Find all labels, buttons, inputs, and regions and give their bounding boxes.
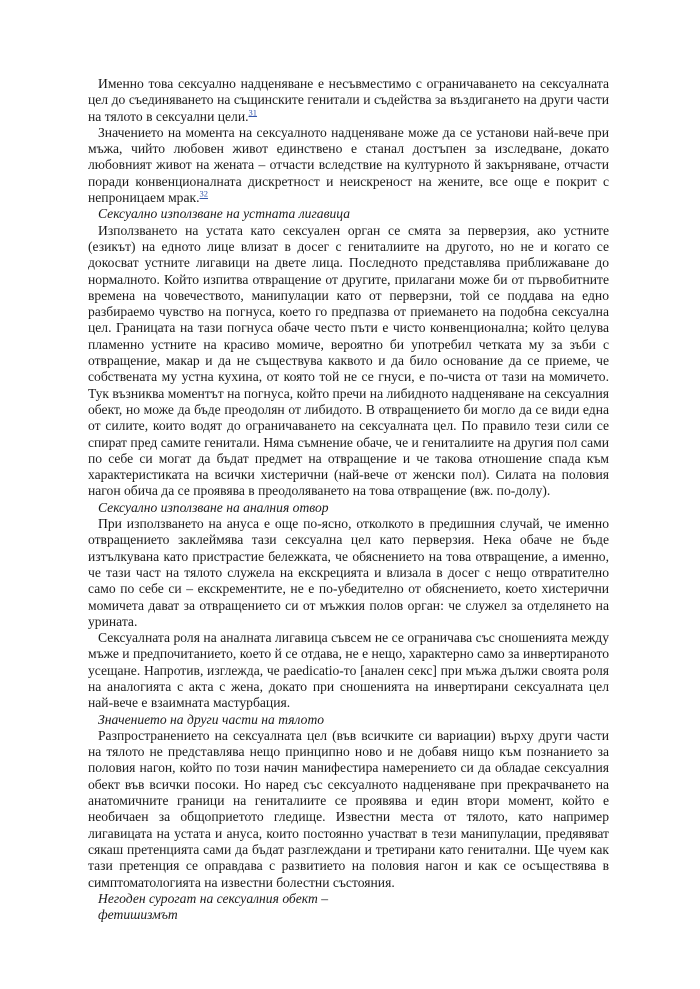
footnote-link[interactable]: 31 xyxy=(248,107,258,118)
section-heading: Значението на други части на тялото xyxy=(98,711,325,727)
paragraph-text: Именно това сексуално надценяване е несъвместимо с ограничаването на сексуалната цел до съединяването на същинските генитали и съдейства за въздигането на други части на тялото в сексуални цели. xyxy=(88,76,609,124)
paragraph: Сексуалната роля на аналната лигавица съвсем не се ограничава със сношенията между мъже и предпочитанието, което й се отдава, не е нещо, характерно само за инвертираното усещане. Напротив, изглежда, че paedicatio-то [анален секс] при мъжа дължи своята роля на аналогията с акта с жена, докато при сношенията на инвертирани сексуалната цел най-вече е взаимната мастурбация. xyxy=(88,630,609,711)
section-heading: Негоден сурогат на сексуалния обект – xyxy=(98,890,328,906)
paragraph: Разпространението на сексуалната цел (във всичките си вариации) върху други части на тялото не представлява нещо принципно ново и не добавя нищо към познанието за половия нагон, който по този начин манифестира намерението си да обладае сексуалния обект във всички посоки. Но наред със сексуалното надценяване при прекрачването на анатомичните граници на гениталиите се проявява и един втори момент, който е необичаен за общоприетото гледище. Известни места от тялото, като например лигавицата на устата и ануса, които постоянно участват в тези манипулации, предявяват сякаш претенцията сами да бъдат разглеждани и третирани като генитални. Ще чуем как тази претенция се оправдава с развитието на половия нагон и как се осъществява в симптоматологията на известни болестни състояния. xyxy=(88,727,609,890)
section-heading: Сексуално използване на аналния отвор xyxy=(98,499,329,515)
paragraph xyxy=(88,125,609,206)
footnote-link[interactable]: 32 xyxy=(199,188,209,199)
paragraph: При използването на ануса е още по-ясно, отколкото в предишния случай, че именно отвращението заклеймява тази сексуална цел като перверзия. Нека обаче не бъде изтълкувана като пристрастие бележката, че обяснението на това отвращение, а именно, че тази част на тялото служела на екскрецията и влизала в досег с нещо отвратително само по себе си – екскрементите, не е по-убедително от обяснението, което хистерични момичета дават за отвращението си от мъжкия полов орган: че служел за отделянето на урината. xyxy=(88,516,609,629)
section-heading: фетишизмът xyxy=(98,907,178,923)
section-heading: Сексуално използване на устната лигавица xyxy=(98,206,351,222)
paragraph xyxy=(88,76,609,125)
paragraph: Използването на устата като сексуален орган се смята за перверзия, ако устните (езикът) на едното лице влизат в досег с гениталиите на другото, но не и когато се докосват устните лигавици на двете лица. Последното представлява приближаване до нормалното. Който изпитва отвращение от другите, прилагани може би от първобитните времена на човечеството, манипулации като от перверзни, той се поддава на едно разбираемо чувство на погнуса, което го предпазва от приемането на подобна сексуална цел. Границата на тази погнуса обаче често пъти е чисто конвенционална; който целува пламенно устните на красиво момиче, вероятно би употребил четката му за зъби с отвращение, макар и да не съществува каквото и да било основание да се приеме, че собствената му устна кухина, от която той не се гнуси, е по-чиста от тази на момичето. Тук възниква моментът на погнуса, който пречи на либидното надценяване на сексуалния обект, но може да бъде преодолян от либидото. В отвращението би могло да се види една от силите, които водят до ограничаването на сексуалната цел. По правило тези сили се спират пред самите генитали. Няма съмнение обаче, че и гениталиите на другия пол сами по себе си могат да бъдат предмет на отвращение и че такова отношение спада към характеристиката на всички хистерични (най-вече от женски пол). Силата на половия нагон обича да се проявява в преодоляването на това отвращение (вж. по-долу). xyxy=(88,222,609,499)
paragraph-text: Значението на момента на сексуалното надценяване може да се установи най-вече при мъжа, чийто любовен живот единствено е станал достъпен за изследване, докато любовният живот на жената – отчасти вследствие на културното й закърняване, отчасти поради конвенционалната дискретност и неискреност на жените, все още е покрит с непроницаем мрак. xyxy=(88,124,609,206)
document-page xyxy=(88,76,609,923)
